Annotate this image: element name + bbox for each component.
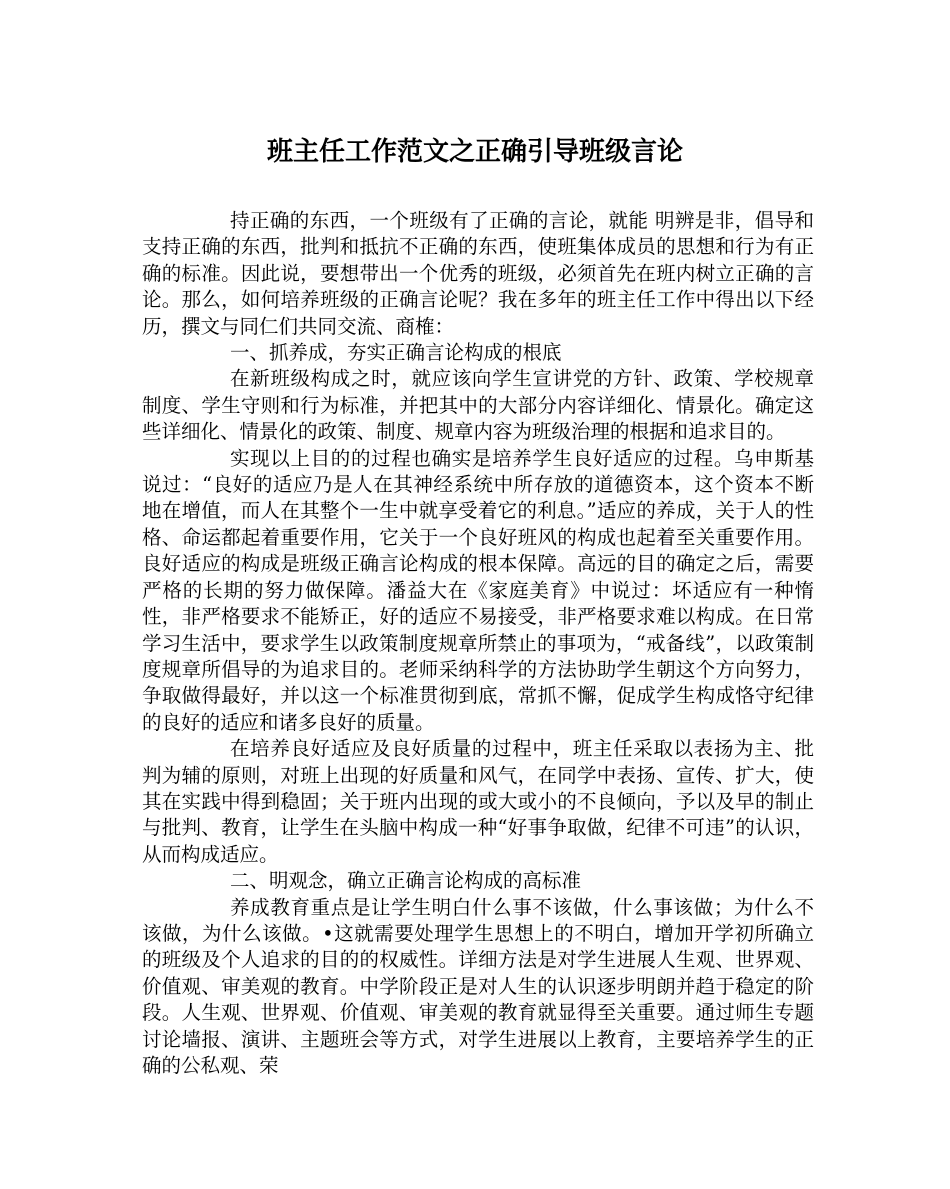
document-title: 班主任工作范文之正确引导班级言论 <box>266 137 683 167</box>
section-heading-1: 一、抓养成，夯实正确言论构成的根底 <box>230 341 562 365</box>
section-heading-2: 二、明观念，确立正确言论构成的高标准 <box>230 869 582 893</box>
paragraph: 在新班级构成之时，就应该向学生宣讲党的方针、政策、学校规章制度、学生守则和行为标准，并把其中的大部分内容详细化、情景化。确定这些详细化、情景化的政策、制度、规章内容为班级治理的根据和追求目的。 <box>142 367 814 444</box>
paragraph: 在培养良好适应及良好质量的过程中，班主任采取以表扬为主、批判为辅的原则，对班上出现的好质量和风气，在同学中表扬、宣传、扩大，使其在实践中得到稳固；关于班内出现的或大或小的不良倾向，予以及早的制止与批判、教育，让学生在头脑中构成一种“好事争取做，纪律不可违”的认识，从而构成适应。 <box>142 737 814 866</box>
document-body <box>142 208 814 1079</box>
paragraph: 实现以上目的的过程也确实是培养学生良好适应的过程。乌申斯基说过：“良好的适应乃是人在其神经系统中所存放的道德资本，这个资本不断地在增值，而人在其整个一生中就享受着它的利息。”适应的养成，关于人的性格、命运都起着重要作用，它关于一个良好班风的构成也起着至关重要作用。良好适应的构成是班级正确言论构成的根本保障。高远的目的确定之后，需要严格的长期的努力做保障。潘益大在《家庭美育》中说过：坏适应有一种惰性，非严格要求不能矫正，好的适应不易接受，非严格要求难以构成。在日常学习生活中，要求学生以政策制度规章所禁止的事项为，“戒备线”，以政策制度规章所倡导的为追求目的。老师采纳科学的方法协助学生朝这个方向努力，争取做得最好，并以这一个标准贯彻到底，常抓不懈，促成学生构成恪守纪律的良好的适应和诸多良好的质量。 <box>142 446 814 734</box>
paragraph-intro: 持正确的东西，一个班级有了正确的言论，就能 明辨是非，倡导和支持正确的东西，批判和抵抗不正确的东西，使班集体成员的思想和行为有正确的标准。因此说，要想带出一个优秀的班级，必须首先在班内树立正确的言论。那么，如何培养班级的正确言论呢？我在多年的班主任工作中得出以下经历，撰文与同仁们共同交流、商榷： <box>142 209 814 338</box>
paragraph: 养成教育重点是让学生明白什么事不该做，什么事该做；为什么不该做，为什么该做。•这就需要处理学生思想上的不明白，增加开学初所确立的班级及个人追求的目的的权威性。详细方法是对学生进展人生观、世界观、价值观、审美观的教育。中学阶段正是对人生的认识逐步明朗并趋于稳定的阶段。人生观、世界观、价值观、审美观的教育就显得至关重要。通过师生专题讨论墙报、演讲、主题班会等方式，对学生进展以上教育，主要培养学生的正确的公私观、荣 <box>142 895 814 1077</box>
